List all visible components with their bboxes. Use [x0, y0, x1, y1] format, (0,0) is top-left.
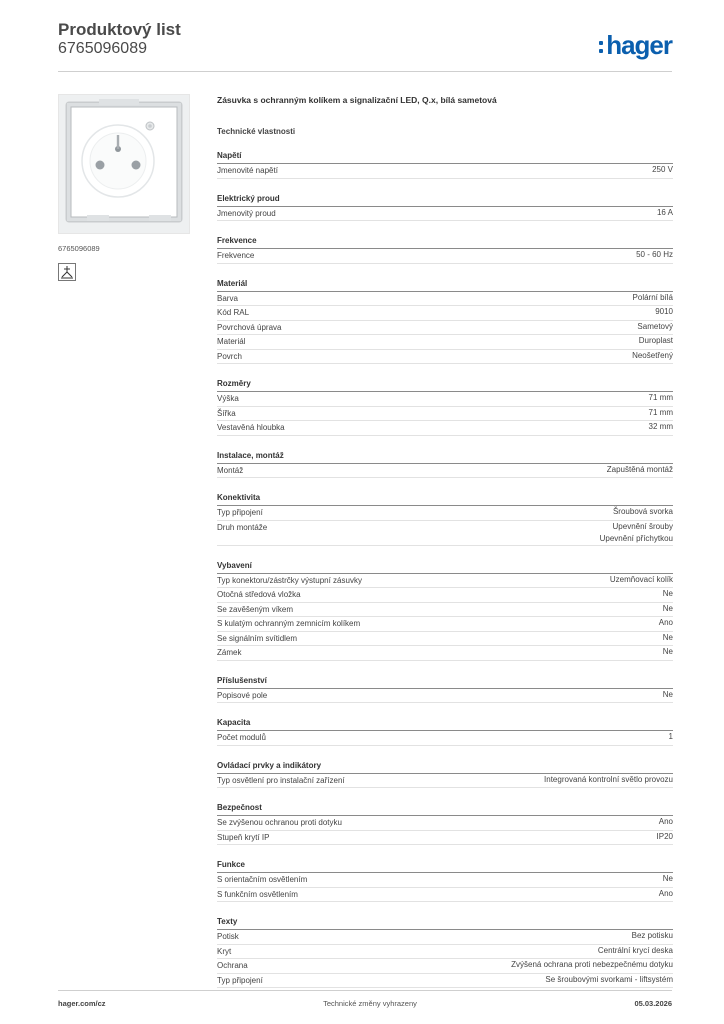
page-footer: [58, 990, 672, 1008]
spec-label: Materiál: [217, 337, 246, 346]
socket-image-icon: [59, 95, 189, 233]
spec-value-line: Uzemňovací kolík: [609, 574, 673, 584]
section-heading: Instalace, montáž: [217, 450, 673, 464]
spec-label: S funkčním osvětlením: [217, 889, 298, 899]
spec-label: Typ připojení: [217, 508, 263, 517]
spec-section: [217, 492, 673, 546]
spec-value-line: Bez potisku: [631, 931, 673, 940]
spec-label: Jmenovité napětí: [217, 166, 278, 175]
spec-value: [639, 335, 673, 349]
specification-panel: [217, 94, 673, 988]
spec-label: Typ konektoru/zástrčky výstupní zásuvky: [217, 575, 362, 585]
spec-value: [632, 930, 673, 944]
spec-row: [217, 873, 673, 888]
spec-label: Kód RAL: [217, 308, 250, 317]
spec-row: [217, 888, 673, 903]
spec-section: [217, 193, 673, 222]
spec-section: [217, 235, 673, 264]
spec-value-line: Ne: [662, 632, 673, 642]
spec-label: Otočná středová vložka: [217, 590, 301, 599]
spec-row: [217, 974, 673, 989]
spec-row: [217, 521, 673, 546]
spec-value: [659, 888, 673, 902]
spec-value: [663, 603, 673, 617]
spec-section: [217, 802, 673, 845]
spec-value: [657, 831, 673, 845]
spec-value: [657, 207, 673, 221]
spec-row: [217, 831, 673, 846]
spec-section: [217, 278, 673, 365]
spec-row: [217, 164, 673, 179]
spec-row: [217, 731, 673, 746]
section-heading: Texty: [217, 916, 673, 930]
spec-value-line: Neošetřený: [632, 350, 673, 360]
spec-value-line: Centrální krycí deska: [597, 945, 673, 955]
spec-value: [610, 574, 673, 588]
spec-value-line: Ne: [662, 589, 673, 598]
spec-row: [217, 249, 673, 264]
spec-label: Se zavěšeným víkem: [217, 604, 294, 614]
spec-section: [217, 150, 673, 179]
section-heading: Bezpečnost: [217, 802, 673, 816]
section-heading: Rozměry: [217, 378, 673, 392]
spec-label: S kulatým ochranným zemnicím kolíkem: [217, 619, 361, 628]
spec-row: [217, 774, 673, 789]
spec-value-line: Upevnění šrouby: [612, 521, 673, 531]
spec-value: [652, 164, 673, 178]
spec-section: [217, 560, 673, 661]
section-heading: Funkce: [217, 859, 673, 873]
spec-row: [217, 350, 673, 365]
spec-row: [217, 574, 673, 589]
spec-section: [217, 916, 673, 988]
spec-row: [217, 306, 673, 321]
spec-row: [217, 816, 673, 831]
spec-value-line: Polární bílá: [632, 292, 673, 302]
spec-value: [637, 321, 673, 335]
spec-value-line: Se šroubovými svorkami - liftsystém: [545, 974, 673, 984]
section-heading: Vybavení: [217, 560, 673, 574]
product-number: 6765096089: [58, 40, 147, 57]
spec-row: [217, 588, 673, 603]
spec-label: Montáž: [217, 465, 244, 475]
tech-properties-title: Technické vlastnosti: [217, 127, 296, 136]
footer-website[interactable]: hager.com/cz: [58, 999, 106, 1008]
spec-label: Barva: [217, 293, 238, 303]
product-name: Zásuvka s ochranným kolíkem a signalizační LED, Q.x, bílá sametová: [217, 95, 497, 105]
spec-row: [217, 689, 673, 704]
spec-value-line: 71 mm: [648, 393, 673, 402]
spec-value: [545, 974, 673, 988]
spec-value-line: Ano: [658, 817, 673, 826]
footer-note: Technické změny vyhrazeny: [323, 999, 417, 1008]
spec-section: [217, 378, 673, 436]
spec-value-line: 32 mm: [648, 422, 673, 431]
spec-value: [663, 632, 673, 646]
spec-row: [217, 421, 673, 436]
spec-label: Druh montáže: [217, 522, 268, 532]
spec-row: [217, 292, 673, 307]
spec-label: Se zvýšenou ochranou proti dotyku: [217, 818, 342, 827]
spec-value-line: 16 A: [656, 207, 673, 217]
spec-value-line: Sametový: [637, 321, 673, 331]
spec-value: [544, 774, 673, 788]
spec-row: [217, 603, 673, 618]
spec-label: Šířka: [217, 408, 236, 418]
spec-row: [217, 392, 673, 407]
spec-row: [217, 945, 673, 960]
spec-row: [217, 321, 673, 336]
spec-label: Ochrana: [217, 961, 248, 970]
spec-label: Potisk: [217, 932, 239, 941]
spec-row: [217, 930, 673, 945]
spec-value: [663, 689, 673, 703]
spec-value-line: Ano: [658, 618, 673, 627]
spec-value: [649, 407, 673, 421]
section-heading: Příslušenství: [217, 675, 673, 689]
spec-value-line: Ne: [662, 874, 673, 883]
spec-value-line: Integrovaná kontrolní světlo provozu: [544, 774, 673, 784]
spec-label: Frekvence: [217, 251, 255, 260]
spec-label: Počet modulů: [217, 733, 266, 742]
spec-label: Kryt: [217, 946, 232, 956]
spec-label: Se signálním svítidlem: [217, 633, 298, 643]
footer-date: 05.03.2026: [634, 999, 672, 1008]
section-heading: Napětí: [217, 150, 673, 164]
spec-value: [607, 464, 673, 478]
spec-section: [217, 675, 673, 704]
spec-label: Výška: [217, 394, 239, 403]
spec-value: [613, 506, 673, 520]
section-heading: Ovládací prvky a indikátory: [217, 760, 673, 774]
spec-label: Jmenovitý proud: [217, 208, 276, 218]
spec-row: [217, 617, 673, 632]
spec-row: [217, 335, 673, 350]
spec-value: [511, 959, 673, 973]
spec-label: Povrch: [217, 351, 242, 361]
spec-row: [217, 464, 673, 479]
spec-value-line: 71 mm: [648, 407, 673, 417]
section-heading: Kapacita: [217, 717, 673, 731]
spec-label: S orientačním osvětlením: [217, 875, 308, 884]
spec-value-line: Ano: [658, 888, 673, 898]
spec-value: [663, 588, 673, 602]
spec-value: [632, 350, 673, 364]
spec-section: [217, 450, 673, 479]
spec-value-line: Ne: [662, 689, 673, 699]
spec-section: [217, 859, 673, 902]
spec-value-line: 250 V: [652, 165, 673, 174]
product-code: 6765096089: [58, 244, 100, 253]
spec-value-line: Šroubová svorka: [612, 507, 673, 516]
spec-value: [633, 292, 673, 306]
spec-label: Popisové pole: [217, 690, 268, 700]
section-heading: Materiál: [217, 278, 673, 292]
section-heading: Konektivita: [217, 492, 673, 506]
section-heading: Frekvence: [217, 235, 673, 249]
spec-sections: [217, 150, 673, 988]
spec-label: Zámek: [217, 648, 242, 657]
page-header: [58, 20, 672, 72]
spec-value: [669, 731, 673, 745]
spec-value-line: Upevnění příchytkou: [599, 533, 673, 543]
spec-value: [649, 421, 673, 435]
logo-text: hager: [606, 30, 672, 60]
logo-dots-icon: [599, 41, 603, 53]
hager-logo: [599, 30, 672, 60]
spec-section: [217, 717, 673, 746]
spec-row: [217, 207, 673, 222]
page-title: Produktový list: [58, 20, 181, 39]
section-heading: Elektrický proud: [217, 193, 673, 207]
spec-label: Typ osvětlení pro instalační zařízení: [217, 775, 345, 785]
spec-label: Povrchová úprava: [217, 322, 282, 332]
spec-value-line: Ne: [662, 647, 673, 656]
spec-value: [598, 945, 673, 959]
installation-pictogram-icon: [58, 263, 76, 281]
spec-value: [636, 249, 673, 263]
spec-section: [217, 760, 673, 789]
spec-value-line: IP20: [656, 831, 673, 841]
spec-row: [217, 646, 673, 661]
spec-value: [655, 306, 673, 320]
spec-value-line: Zapuštěná montáž: [606, 464, 673, 474]
spec-value: [663, 873, 673, 887]
spec-value: [659, 816, 673, 830]
spec-value-line: 50 - 60 Hz: [636, 250, 673, 259]
spec-label: Vestavěná hloubka: [217, 423, 285, 432]
spec-value: [600, 521, 673, 545]
spec-row: [217, 632, 673, 647]
product-sidebar: [58, 94, 190, 281]
spec-value-line: Duroplast: [638, 336, 673, 345]
spec-row: [217, 506, 673, 521]
spec-value: [649, 392, 673, 406]
spec-value: [663, 646, 673, 660]
product-image: [58, 94, 190, 234]
spec-row: [217, 407, 673, 422]
spec-value-line: Ne: [662, 603, 673, 613]
spec-value-line: Zvýšená ochrana proti nebezpečnému dotyku: [511, 960, 673, 969]
spec-label: Typ připojení: [217, 975, 263, 985]
spec-value-line: 1: [668, 732, 673, 741]
spec-value: [659, 617, 673, 631]
spec-value-line: 9010: [655, 307, 673, 316]
spec-row: [217, 959, 673, 974]
spec-label: Stupeň krytí IP: [217, 832, 270, 842]
